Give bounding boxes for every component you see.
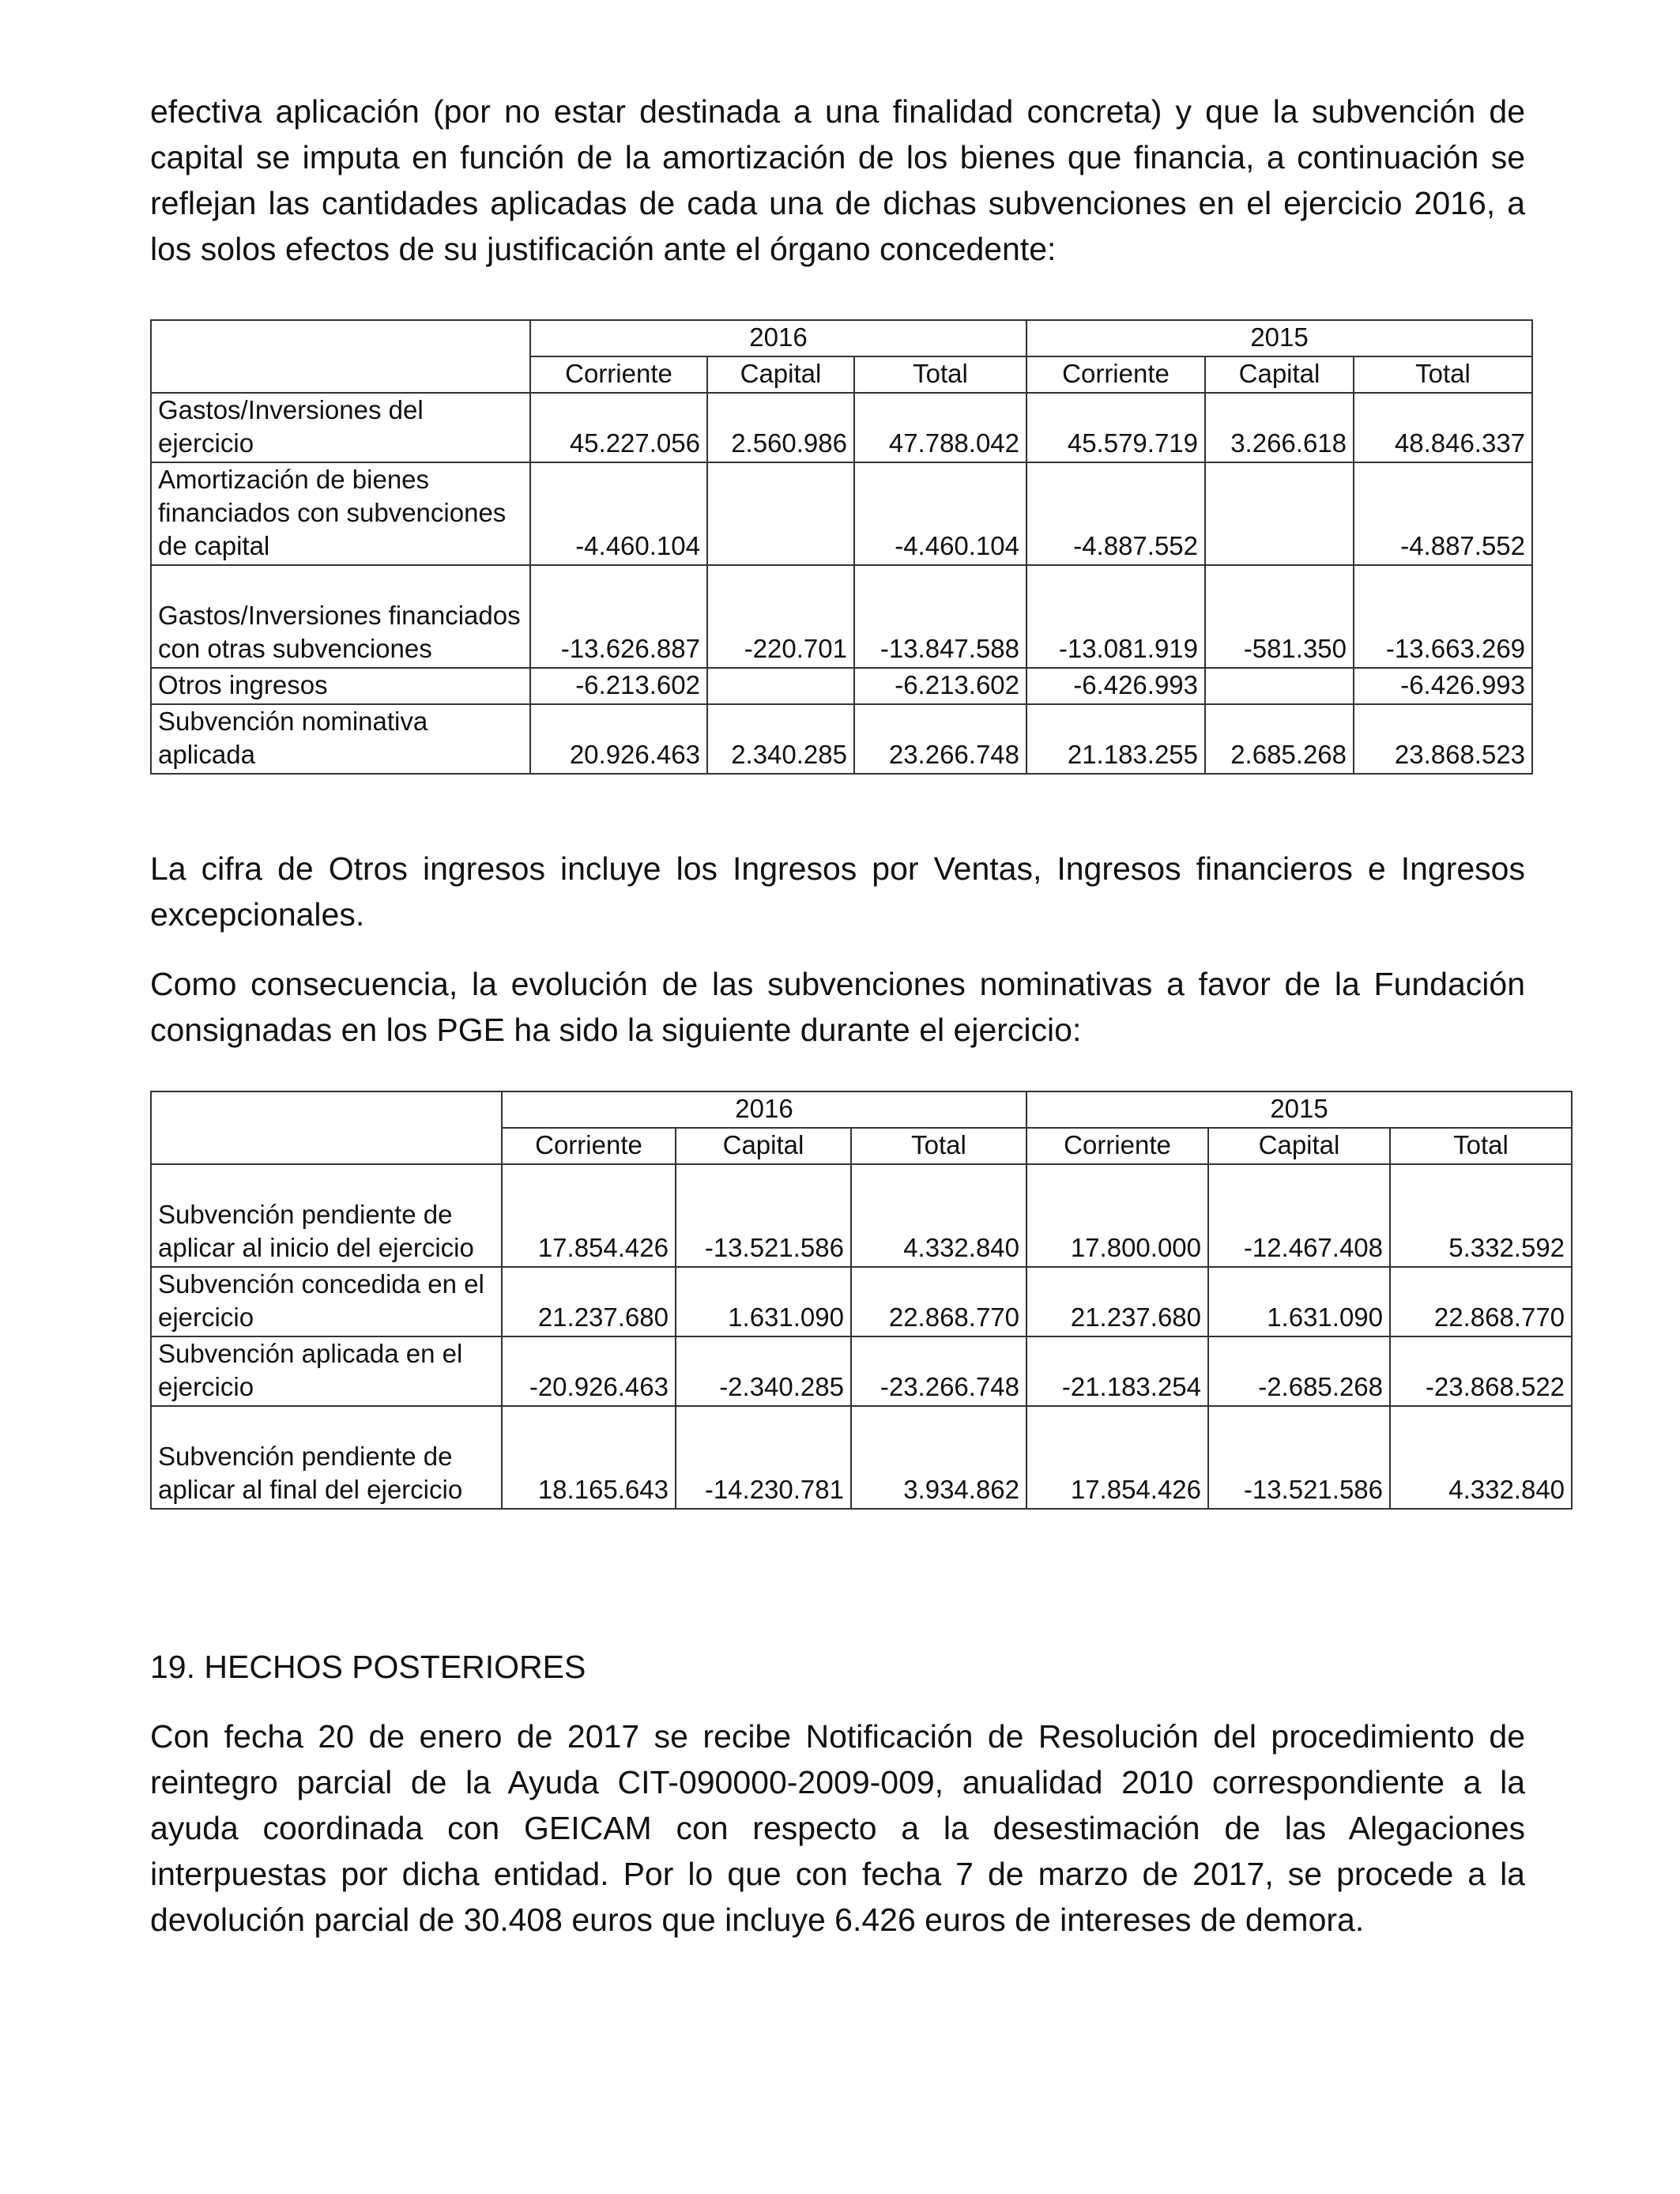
table-cell: 48.846.337 bbox=[1354, 393, 1532, 462]
table2-column-header: Corriente bbox=[1026, 1128, 1208, 1164]
otros-ingresos-paragraph: La cifra de Otros ingresos incluye los Ingresos por Ventas, Ingresos financieros e Ingresos excepcionales. bbox=[150, 850, 1525, 933]
subvenciones-aplicadas-table bbox=[150, 319, 1533, 775]
table1-corner-cell bbox=[151, 320, 530, 393]
table-row bbox=[151, 1267, 1572, 1336]
table-cell: 23.868.523 bbox=[1354, 704, 1532, 774]
table-row bbox=[151, 1336, 1572, 1406]
table-cell: 21.237.680 bbox=[1026, 1267, 1208, 1336]
section-heading: 19. HECHOS POSTERIORES bbox=[150, 1649, 586, 1685]
table-cell: 21.183.255 bbox=[1026, 704, 1205, 774]
table-cell: -13.521.586 bbox=[676, 1164, 851, 1267]
document-page bbox=[150, 89, 1565, 1943]
table-cell: -6.213.602 bbox=[530, 668, 707, 704]
table2-column-header: Capital bbox=[1208, 1128, 1390, 1164]
table-cell: -13.847.588 bbox=[854, 565, 1026, 668]
table2-column-header: Corriente bbox=[502, 1128, 676, 1164]
table1-column-header: Corriente bbox=[1026, 356, 1205, 393]
table1-column-header: Corriente bbox=[530, 356, 707, 393]
table-cell: -220.701 bbox=[707, 565, 854, 668]
table-cell: -23.868.522 bbox=[1390, 1336, 1572, 1406]
table2-year-row bbox=[151, 1091, 1572, 1128]
evolucion-subvenciones-table bbox=[150, 1091, 1573, 1510]
table-cell: -13.626.887 bbox=[530, 565, 707, 668]
table-cell: 45.579.719 bbox=[1026, 393, 1205, 462]
table-cell bbox=[707, 462, 854, 565]
table1-year-header: 2015 bbox=[1026, 320, 1532, 356]
row-label: Subvención pendiente de aplicar al final del ejercicio bbox=[151, 1406, 502, 1509]
table-cell: -4.887.552 bbox=[1026, 462, 1205, 565]
table-row bbox=[151, 1406, 1572, 1509]
table2-column-header: Capital bbox=[676, 1128, 851, 1164]
table-cell: -14.230.781 bbox=[676, 1406, 851, 1509]
table-cell: -23.266.748 bbox=[851, 1336, 1026, 1406]
table1-column-header: Capital bbox=[1205, 356, 1354, 393]
table-cell: -13.081.919 bbox=[1026, 565, 1205, 668]
table1-column-header: Total bbox=[1354, 356, 1532, 393]
table-cell: 3.266.618 bbox=[1205, 393, 1354, 462]
table2-column-header: Total bbox=[1390, 1128, 1572, 1164]
table1-column-header: Total bbox=[854, 356, 1026, 393]
row-label: Subvención concedida en el ejercicio bbox=[151, 1267, 502, 1336]
table-cell: 4.332.840 bbox=[1390, 1406, 1572, 1509]
table-cell: -21.183.254 bbox=[1026, 1336, 1208, 1406]
table1-year-header: 2016 bbox=[530, 320, 1026, 356]
table-row bbox=[151, 704, 1532, 774]
table-cell: 2.560.986 bbox=[707, 393, 854, 462]
table-row bbox=[151, 462, 1532, 565]
hechos-posteriores-paragraph: Con fecha 20 de enero de 2017 se recibe Notificación de Resolución del procedimiento de reintegro parcial de la Ayuda CIT-090000-2009-009, anualidad 2010 correspondiente a la ayuda coordinada con GEICAM con respecto a la desestimación de las Alegaciones interpuestas por dicha entidad. Por lo que con fecha 7 de marzo de 2017, se procede a la devolución parcial de 30.408 euros que incluye 6.426 euros de intereses de demora. bbox=[150, 1718, 1525, 1938]
table-cell: -581.350 bbox=[1205, 565, 1354, 668]
table-cell: -6.426.993 bbox=[1354, 668, 1532, 704]
table-cell: 17.854.426 bbox=[1026, 1406, 1208, 1509]
table-cell: -12.467.408 bbox=[1208, 1164, 1390, 1267]
row-label: Subvención nominativa aplicada bbox=[151, 704, 530, 774]
table-cell: 21.237.680 bbox=[502, 1267, 676, 1336]
table-cell: 20.926.463 bbox=[530, 704, 707, 774]
table2-year-header: 2016 bbox=[502, 1091, 1026, 1128]
table-cell: 22.868.770 bbox=[851, 1267, 1026, 1336]
row-label: Otros ingresos bbox=[151, 668, 530, 704]
table-cell: -2.685.268 bbox=[1208, 1336, 1390, 1406]
evolucion-paragraph: Como consecuencia, la evolución de las subvenciones nominativas a favor de la Fundación consignadas en los PGE ha sido la siguiente durante el ejercicio: bbox=[150, 966, 1525, 1048]
table-row bbox=[151, 393, 1532, 462]
table-cell: -2.340.285 bbox=[676, 1336, 851, 1406]
table-cell: 4.332.840 bbox=[851, 1164, 1026, 1267]
table-cell: 1.631.090 bbox=[1208, 1267, 1390, 1336]
table-cell bbox=[1205, 668, 1354, 704]
table-cell bbox=[707, 668, 854, 704]
table-cell: 5.332.592 bbox=[1390, 1164, 1572, 1267]
table-cell: 17.854.426 bbox=[502, 1164, 676, 1267]
table-cell: -13.663.269 bbox=[1354, 565, 1532, 668]
table-cell: 3.934.862 bbox=[851, 1406, 1026, 1509]
table2-corner-cell bbox=[151, 1091, 502, 1164]
table-cell: 47.788.042 bbox=[854, 393, 1026, 462]
table-cell: -6.426.993 bbox=[1026, 668, 1205, 704]
row-label: Subvención aplicada en el ejercicio bbox=[151, 1336, 502, 1406]
table-row bbox=[151, 1164, 1572, 1267]
table-cell: 17.800.000 bbox=[1026, 1164, 1208, 1267]
table-cell: -6.213.602 bbox=[854, 668, 1026, 704]
table-cell bbox=[1205, 462, 1354, 565]
table2-column-header: Total bbox=[851, 1128, 1026, 1164]
table-row bbox=[151, 668, 1532, 704]
table-cell: 1.631.090 bbox=[676, 1267, 851, 1336]
table-cell: -20.926.463 bbox=[502, 1336, 676, 1406]
table1-year-row bbox=[151, 320, 1532, 356]
table-cell: 23.266.748 bbox=[854, 704, 1026, 774]
table-row bbox=[151, 565, 1532, 668]
row-label: Amortización de bienes financiados con subvenciones de capital bbox=[151, 462, 530, 565]
row-label: Gastos/Inversiones del ejercicio bbox=[151, 393, 530, 462]
table-cell: 18.165.643 bbox=[502, 1406, 676, 1509]
table1-column-header: Capital bbox=[707, 356, 854, 393]
table-cell: 2.340.285 bbox=[707, 704, 854, 774]
table-cell: -4.887.552 bbox=[1354, 462, 1532, 565]
table-cell: 22.868.770 bbox=[1390, 1267, 1572, 1336]
row-label: Gastos/Inversiones financiados con otras subvenciones bbox=[151, 565, 530, 668]
table-cell: 2.685.268 bbox=[1205, 704, 1354, 774]
table2-year-header: 2015 bbox=[1026, 1091, 1572, 1128]
intro-paragraph: efectiva aplicación (por no estar destinada a una finalidad concreta) y que la subvención de capital se imputa en función de la amortización de los bienes que financia, a continuación se reflejan las cantidades aplicadas de cada una de dichas subvenciones en el ejercicio 2016, a los solos efectos de su justificación ante el órgano concedente: bbox=[150, 93, 1525, 267]
table-cell: 45.227.056 bbox=[530, 393, 707, 462]
table-cell: -4.460.104 bbox=[854, 462, 1026, 565]
table-cell: -4.460.104 bbox=[530, 462, 707, 565]
row-label: Subvención pendiente de aplicar al inicio del ejercicio bbox=[151, 1164, 502, 1267]
table-cell: -13.521.586 bbox=[1208, 1406, 1390, 1509]
